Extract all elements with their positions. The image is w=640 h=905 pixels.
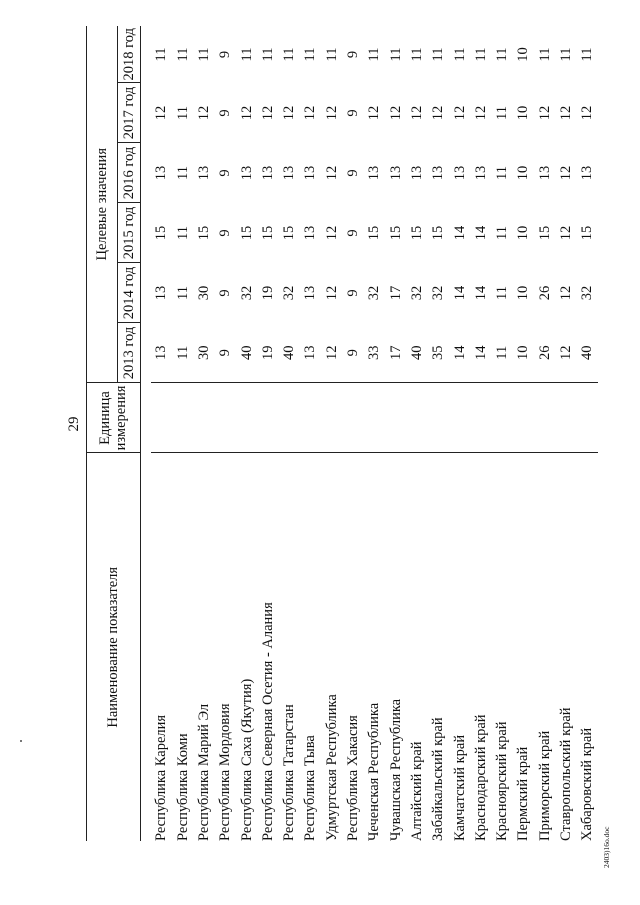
value-cell-2015-год: 12 xyxy=(323,225,340,241)
scan-speck xyxy=(20,740,22,742)
region-name-cell: Республика Хакасия xyxy=(343,453,364,841)
region-name-cell: Республика Тыва xyxy=(300,453,321,841)
header-name-column: Наименование показателя xyxy=(87,453,141,841)
header-year-0: 2013 год xyxy=(118,323,141,383)
unit-cell xyxy=(407,383,428,453)
value-cell-2017-год: 12 xyxy=(408,105,425,121)
value-cell-2015-год: 15 xyxy=(536,225,553,241)
value-cell-2015-год: 15 xyxy=(281,225,298,241)
value-cell-2016-год: 9 xyxy=(217,169,234,177)
table-row xyxy=(364,26,385,841)
region-name-cell: Чувашская Республика xyxy=(385,453,406,841)
region-name-cell: Республика Коми xyxy=(172,453,193,841)
region-name-cell: Республика Северная Осетия - Алания xyxy=(257,453,278,841)
value-cell-2013-год: 40 xyxy=(408,345,425,360)
value-cell-2017-год: 12 xyxy=(430,105,447,121)
value-cell-2014-год: 26 xyxy=(536,285,553,301)
value-cell-2014-год: 13 xyxy=(302,285,319,301)
value-cell-2013-год: 11 xyxy=(174,345,191,360)
value-cell-2016-год: 13 xyxy=(430,165,447,181)
value-cell-2016-год: 13 xyxy=(238,165,255,181)
unit-cell xyxy=(513,383,534,453)
value-cell-2016-год: 13 xyxy=(195,165,212,181)
table-row xyxy=(172,26,193,841)
value-cell-2018-год: 11 xyxy=(238,47,255,62)
value-cell-2014-год: 32 xyxy=(579,285,596,301)
value-cell-2018-год: 11 xyxy=(558,47,575,62)
table-row xyxy=(300,26,321,841)
table-row xyxy=(257,26,278,841)
footer-doc-code: 2403)16о.doc xyxy=(602,826,611,868)
unit-cell xyxy=(194,383,215,453)
unit-cell xyxy=(492,383,513,453)
value-cell-2015-год: 14 xyxy=(451,225,468,241)
value-cell-2013-год: 35 xyxy=(430,345,447,360)
table-row xyxy=(343,26,364,841)
value-cell-2017-год: 12 xyxy=(387,105,404,121)
value-cell-2014-год: 14 xyxy=(472,285,489,301)
table-row xyxy=(407,26,428,841)
value-cell-2013-год: 40 xyxy=(579,345,596,360)
value-cell-2018-год: 11 xyxy=(153,47,170,62)
table-row xyxy=(577,26,598,841)
value-cell-2017-год: 12 xyxy=(323,105,340,121)
unit-cell xyxy=(343,383,364,453)
value-cell-2013-год: 10 xyxy=(515,345,532,360)
region-name-cell: Республика Саха (Якутия) xyxy=(236,453,257,841)
value-cell-2017-год: 10 xyxy=(515,105,532,121)
value-cell-2013-год: 12 xyxy=(323,345,340,360)
unit-cell xyxy=(556,383,577,453)
value-cell-2017-год: 12 xyxy=(472,105,489,121)
value-cell-2014-год: 12 xyxy=(323,285,340,301)
header-year-4: 2017 год xyxy=(118,83,141,143)
unit-cell xyxy=(321,383,342,453)
value-cell-2016-год: 13 xyxy=(408,165,425,181)
table-row xyxy=(513,26,534,841)
value-cell-2015-год: 15 xyxy=(259,225,276,241)
region-name-cell: Красноярский край xyxy=(492,453,513,841)
unit-cell xyxy=(257,383,278,453)
value-cell-2017-год: 12 xyxy=(238,105,255,121)
unit-cell xyxy=(449,383,470,453)
value-cell-2016-год: 13 xyxy=(536,165,553,181)
value-cell-2015-год: 15 xyxy=(387,225,404,241)
region-name-cell: Камчатский край xyxy=(449,453,470,841)
region-name-cell: Республика Татарстан xyxy=(279,453,300,841)
table-row xyxy=(215,26,236,841)
header-unit-line2: измерения xyxy=(112,385,129,451)
target-values-table xyxy=(86,26,598,841)
value-cell-2013-год: 13 xyxy=(302,345,319,360)
value-cell-2016-год: 12 xyxy=(323,165,340,181)
table-row xyxy=(534,26,555,841)
value-cell-2014-год: 32 xyxy=(430,285,447,301)
header-target-values-group: Целевые значения xyxy=(87,26,118,383)
value-cell-2018-год: 9 xyxy=(345,50,362,59)
value-cell-2017-год: 12 xyxy=(195,105,212,121)
table-row xyxy=(385,26,406,841)
region-name-cell: Удмуртская Республика xyxy=(321,453,342,841)
value-cell-2013-год: 40 xyxy=(281,345,298,360)
value-cell-2015-год: 10 xyxy=(515,225,532,241)
header-year-3: 2016 год xyxy=(118,143,141,203)
region-name-cell: Приморский край xyxy=(534,453,555,841)
value-cell-2013-год: 14 xyxy=(451,345,468,360)
unit-cell xyxy=(151,383,172,453)
value-cell-2016-год: 11 xyxy=(494,166,511,180)
value-cell-2014-год: 30 xyxy=(195,285,212,301)
value-cell-2013-год: 40 xyxy=(238,345,255,360)
table-row xyxy=(492,26,513,841)
value-cell-2013-год: 11 xyxy=(494,345,511,360)
region-name-cell: Забайкальский край xyxy=(428,453,449,841)
unit-cell xyxy=(577,383,598,453)
value-cell-2015-год: 15 xyxy=(153,225,170,241)
value-cell-2016-год: 13 xyxy=(259,165,276,181)
value-cell-2015-год: 15 xyxy=(430,225,447,241)
unit-cell xyxy=(470,383,491,453)
table-row xyxy=(279,26,300,841)
value-cell-2014-год: 11 xyxy=(174,286,191,300)
value-cell-2014-год: 32 xyxy=(238,285,255,301)
value-cell-2015-год: 13 xyxy=(302,225,319,241)
value-cell-2014-год: 32 xyxy=(366,285,383,301)
value-cell-2015-год: 14 xyxy=(472,225,489,241)
region-name-cell: Ставропольский край xyxy=(556,453,577,841)
value-cell-2016-год: 13 xyxy=(302,165,319,181)
value-cell-2017-год: 12 xyxy=(281,105,298,121)
value-cell-2018-год: 11 xyxy=(387,47,404,62)
region-name-cell: Чеченская Республика xyxy=(364,453,385,841)
unit-cell xyxy=(172,383,193,453)
value-cell-2018-год: 11 xyxy=(323,47,340,62)
value-cell-2018-год: 11 xyxy=(302,47,319,62)
value-cell-2016-год: 9 xyxy=(345,169,362,177)
unit-cell xyxy=(364,383,385,453)
value-cell-2015-год: 12 xyxy=(558,225,575,241)
value-cell-2017-год: 11 xyxy=(174,106,191,120)
header-year-5: 2018 год xyxy=(118,26,141,83)
value-cell-2016-год: 13 xyxy=(472,165,489,181)
table-header xyxy=(87,26,141,841)
value-cell-2013-год: 9 xyxy=(217,349,234,357)
value-cell-2014-год: 11 xyxy=(494,286,511,300)
value-cell-2018-год: 11 xyxy=(259,47,276,62)
region-name-cell: Республика Карелия xyxy=(151,453,172,841)
value-cell-2014-год: 12 xyxy=(558,285,575,301)
unit-cell xyxy=(236,383,257,453)
table-body xyxy=(141,26,599,841)
value-cell-2013-год: 13 xyxy=(153,345,170,360)
region-name-cell: Республика Марий Эл xyxy=(194,453,215,841)
value-cell-2018-год: 11 xyxy=(366,47,383,62)
value-cell-2014-год: 9 xyxy=(345,289,362,297)
value-cell-2013-год: 33 xyxy=(366,345,383,360)
value-cell-2013-год: 9 xyxy=(345,349,362,357)
table-spacer-row xyxy=(141,26,152,841)
value-cell-2014-год: 14 xyxy=(451,285,468,301)
header-unit-column xyxy=(87,383,141,453)
value-cell-2017-год: 12 xyxy=(302,105,319,121)
unit-cell xyxy=(428,383,449,453)
unit-cell xyxy=(215,383,236,453)
unit-cell xyxy=(534,383,555,453)
value-cell-2014-год: 32 xyxy=(408,285,425,301)
value-cell-2018-год: 11 xyxy=(451,47,468,62)
table-row xyxy=(556,26,577,841)
value-cell-2017-год: 11 xyxy=(494,106,511,120)
value-cell-2015-год: 15 xyxy=(195,225,212,241)
region-name-cell: Хабаровский край xyxy=(577,453,598,841)
value-cell-2016-год: 13 xyxy=(366,165,383,181)
table-row xyxy=(428,26,449,841)
region-name-cell: Республика Мордовия xyxy=(215,453,236,841)
value-cell-2015-год: 9 xyxy=(217,229,234,237)
region-name-cell: Краснодарский край xyxy=(470,453,491,841)
value-cell-2017-год: 9 xyxy=(217,109,234,117)
value-cell-2017-год: 12 xyxy=(451,105,468,121)
value-cell-2014-год: 10 xyxy=(515,285,532,301)
value-cell-2016-год: 13 xyxy=(281,165,298,181)
table-row xyxy=(151,26,172,841)
table-row xyxy=(236,26,257,841)
value-cell-2018-год: 11 xyxy=(430,47,447,62)
value-cell-2016-год: 13 xyxy=(451,165,468,181)
value-cell-2018-год: 10 xyxy=(515,47,532,62)
value-cell-2017-год: 12 xyxy=(558,105,575,121)
value-cell-2013-год: 30 xyxy=(195,345,212,360)
table-row xyxy=(449,26,470,841)
rotated-table-container xyxy=(86,26,601,841)
unit-cell xyxy=(300,383,321,453)
region-name-cell: Алтайский край xyxy=(407,453,428,841)
value-cell-2015-год: 15 xyxy=(579,225,596,241)
value-cell-2014-год: 32 xyxy=(281,285,298,301)
region-name-cell: Пермский край xyxy=(513,453,534,841)
value-cell-2013-год: 12 xyxy=(558,345,575,360)
value-cell-2015-год: 11 xyxy=(494,226,511,240)
value-cell-2013-год: 19 xyxy=(259,345,276,360)
value-cell-2014-год: 19 xyxy=(259,285,276,301)
value-cell-2018-год: 11 xyxy=(536,47,553,62)
value-cell-2016-год: 10 xyxy=(515,165,532,181)
value-cell-2018-год: 11 xyxy=(579,47,596,62)
value-cell-2018-год: 11 xyxy=(174,47,191,62)
value-cell-2016-год: 11 xyxy=(174,166,191,180)
value-cell-2017-год: 12 xyxy=(259,105,276,121)
value-cell-2013-год: 26 xyxy=(536,345,553,360)
value-cell-2018-год: 11 xyxy=(195,47,212,62)
unit-cell xyxy=(279,383,300,453)
table-row xyxy=(470,26,491,841)
value-cell-2017-год: 12 xyxy=(366,105,383,121)
value-cell-2016-год: 13 xyxy=(387,165,404,181)
header-year-1: 2014 год xyxy=(118,263,141,323)
value-cell-2015-год: 11 xyxy=(174,226,191,240)
value-cell-2018-год: 9 xyxy=(217,50,234,59)
value-cell-2018-год: 11 xyxy=(408,47,425,62)
table-row xyxy=(194,26,215,841)
value-cell-2013-год: 14 xyxy=(472,345,489,360)
value-cell-2014-год: 9 xyxy=(217,289,234,297)
unit-cell xyxy=(385,383,406,453)
table-row xyxy=(321,26,342,841)
value-cell-2017-год: 9 xyxy=(345,109,362,117)
value-cell-2016-год: 13 xyxy=(579,165,596,181)
value-cell-2015-год: 9 xyxy=(345,229,362,237)
value-cell-2017-год: 12 xyxy=(153,105,170,121)
value-cell-2016-год: 12 xyxy=(558,165,575,181)
value-cell-2015-год: 15 xyxy=(366,225,383,241)
value-cell-2018-год: 11 xyxy=(472,47,489,62)
header-unit-line1: Единица xyxy=(97,391,114,445)
value-cell-2017-год: 12 xyxy=(579,105,596,121)
value-cell-2018-год: 11 xyxy=(281,47,298,62)
value-cell-2016-год: 13 xyxy=(153,165,170,181)
header-year-2: 2015 год xyxy=(118,203,141,263)
value-cell-2015-год: 15 xyxy=(408,225,425,241)
value-cell-2018-год: 11 xyxy=(494,47,511,62)
value-cell-2013-год: 17 xyxy=(387,345,404,360)
value-cell-2014-год: 17 xyxy=(387,285,404,301)
value-cell-2015-год: 15 xyxy=(238,225,255,241)
value-cell-2017-год: 12 xyxy=(536,105,553,121)
page-number: 29 xyxy=(66,416,82,432)
value-cell-2014-год: 13 xyxy=(153,285,170,301)
